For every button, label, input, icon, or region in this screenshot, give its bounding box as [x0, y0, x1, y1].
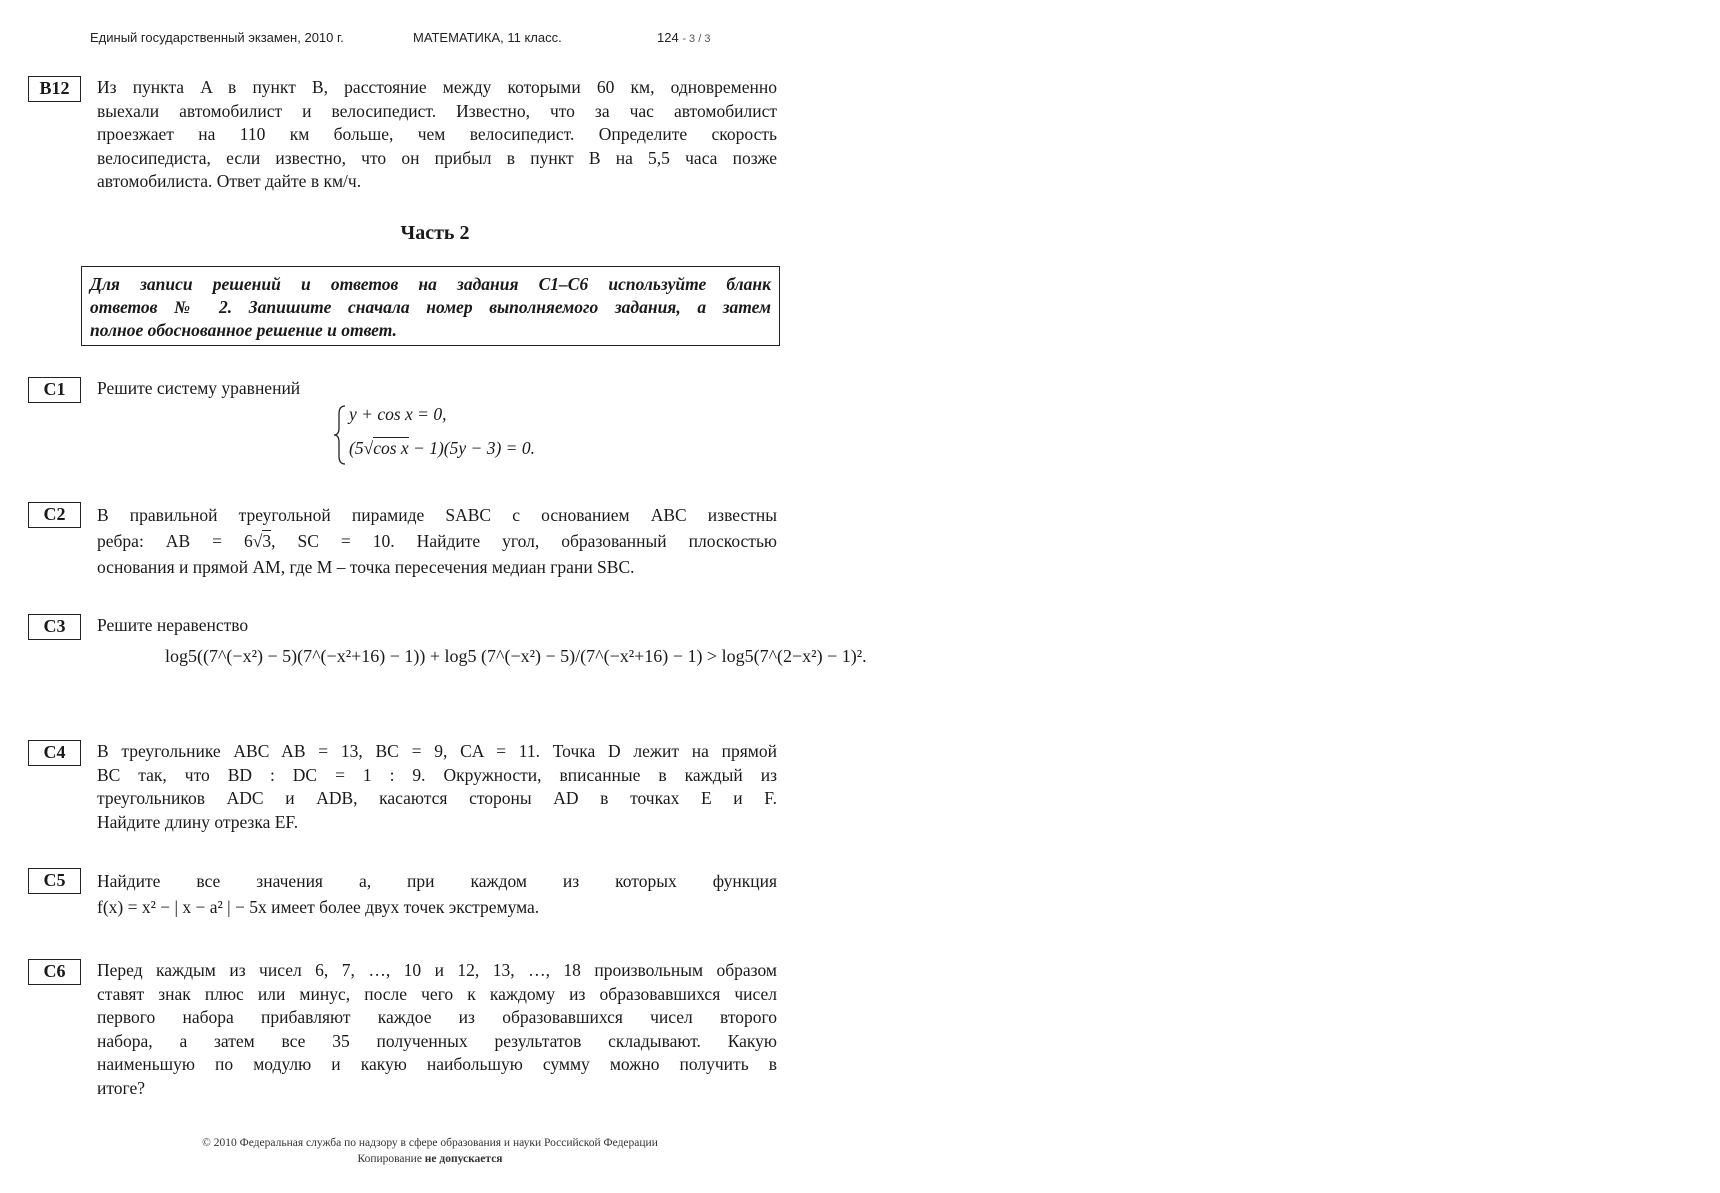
- task-label-c4: C4: [28, 740, 81, 766]
- task-c2-text: [97, 502, 777, 580]
- b12-line: проезжает на 110 км больше, чем велосипедист. Определите скорость: [97, 124, 777, 144]
- c2-line: В правильной треугольной пирамиде SABC с основанием ABC известны: [97, 505, 777, 525]
- task-c4-text: [97, 740, 777, 834]
- c1-eq2-part: (5: [349, 438, 364, 458]
- subject-title: МАТЕМАТИКА, 11 класс.: [413, 30, 562, 45]
- c6-line: Перед каждым из чисел 6, 7, …, 10 и 12, 13, …, 18 произвольным образом: [97, 960, 777, 980]
- task-b12-text: [97, 76, 777, 194]
- instructions-line: ответов № 2. Запишите сначала номер выполняемого задания, а затем: [90, 297, 771, 317]
- task-label-c6: C6: [28, 959, 81, 985]
- c4-line: BC так, что BD : DC = 1 : 9. Окружности, вписанные в каждый из: [97, 764, 777, 785]
- b12-line: Из пункта A в пункт B, расстояние между которыми 60 км, одновременно: [97, 77, 777, 97]
- task-c5-text: [97, 868, 777, 920]
- c1-equation-2: (5√cos x − 1)(5y − 3) = 0.: [349, 438, 535, 458]
- c6-line: наименьшую по модулю и какую наибольшую сумму можно получить в: [97, 1054, 777, 1074]
- b12-line: выехали автомобилист и велосипедист. Известно, что за час автомобилист: [97, 100, 777, 121]
- c2-line: ребра: AB = 6√3, SC = 10. Найдите угол, образованный плоскостью: [97, 531, 777, 551]
- c6-line: ставят знак плюс или минус, после чего к каждому из образовавшихся чисел: [97, 983, 777, 1004]
- instructions-box: [81, 266, 780, 346]
- c4-line: треугольников ADC и ADB, касаются стороны AD в точках E и F.: [97, 788, 777, 808]
- task-c1-text: Решите систему уравнений: [97, 378, 301, 398]
- c5-line: f(x) = x² − | x − a² | − 5x имеет более двух точек экстремума.: [97, 897, 540, 917]
- page-number: [657, 30, 710, 45]
- b12-line: автомобилиста. Ответ дайте в км/ч.: [97, 171, 362, 191]
- task-label-b12: B12: [28, 76, 81, 102]
- task-c3-text: Решите неравенство: [97, 615, 249, 635]
- c6-line: итоге?: [97, 1077, 146, 1098]
- c2-part: ребра: AB = 6: [97, 531, 253, 551]
- copy-notice-text: Копирование: [357, 1153, 425, 1165]
- copy-notice-bold: не допускается: [424, 1153, 503, 1165]
- page-code: 124: [657, 30, 679, 45]
- task-label-c2: C2: [28, 502, 81, 528]
- c5-line: Найдите все значения a, при каждом из которых функция: [97, 871, 777, 891]
- b12-line: велосипедиста, если известно, что он прибыл в пункт B на 5,5 часа позже: [97, 147, 777, 168]
- c2-radicand: 3: [262, 531, 272, 551]
- part-title: Часть 2: [400, 222, 470, 244]
- c1-eq2-radicand: cos x: [373, 438, 409, 458]
- page-footer: [0, 1135, 860, 1167]
- c1-eq2-part: − 1)(5y − 3) = 0.: [408, 438, 535, 458]
- task-label-c3: C3: [28, 614, 81, 640]
- task-label-c1: C1: [28, 377, 81, 403]
- page-fraction: - 3 / 3: [682, 33, 711, 45]
- c6-line: первого набора прибавляют каждое из образовавшихся чисел второго: [97, 1007, 777, 1027]
- c4-line: Найдите длину отрезка EF.: [97, 811, 299, 832]
- task-c6-text: [97, 959, 777, 1100]
- instructions-line: Для записи решений и ответов на задания C1–C6 используйте бланк: [90, 274, 771, 294]
- c1-equation-1: y + cos x = 0,: [349, 404, 447, 424]
- c6-line: набора, а затем все 35 полученных результатов складывают. Какую: [97, 1030, 777, 1051]
- exam-title: Единый государственный экзамен, 2010 г.: [90, 30, 344, 45]
- c3-inequality: [165, 646, 867, 667]
- c2-part: , SC = 10. Найдите угол, образованный плоскостью: [271, 531, 777, 551]
- copy-notice: [0, 1151, 860, 1167]
- c4-line: В треугольнике ABC AB = 13, BC = 9, CA = 11. Точка D лежит на прямой: [97, 741, 777, 761]
- brace-icon: [333, 404, 347, 466]
- instructions-line: полное обоснованное решение и ответ.: [90, 320, 397, 340]
- task-label-c5: C5: [28, 868, 81, 894]
- copyright-line: © 2010 Федеральная служба по надзору в сфере образования и науки Российской Федерации: [202, 1137, 658, 1149]
- c3-formula: log5((7^(−x²) − 5)(7^(−x²+16) − 1)) + log5 (7^(−x²) − 5)/(7^(−x²+16) − 1) > log5(7^(2−x²) − 1)².: [165, 646, 867, 666]
- c2-line: основания и прямой AM, где M – точка пересечения медиан грани SBC.: [97, 557, 635, 577]
